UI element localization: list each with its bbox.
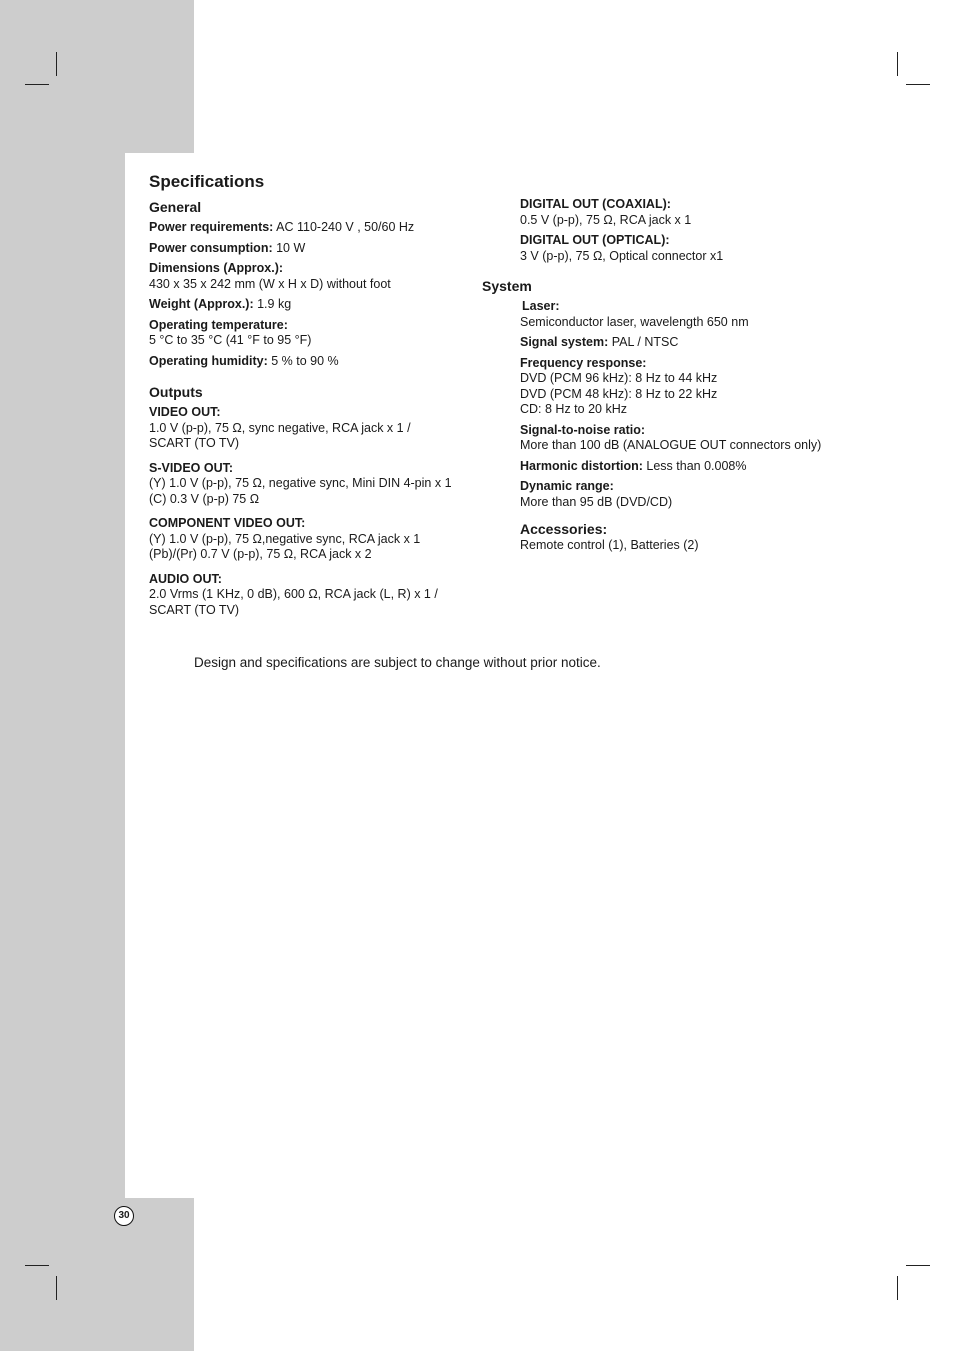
spec-power-consumption: Power consumption: 10 W [149,240,306,255]
spec-frequency-response: Frequency response: DVD (PCM 96 kHz): 8 Hz to 44 kHz DVD (PCM 48 kHz): 8 Hz to 22 kHz CD: 8 Hz to 20 kHz [520,355,718,416]
spec-operating-humidity: Operating humidity: 5 % to 90 % [149,353,339,368]
crop-mark [56,1276,57,1300]
crop-mark [56,52,57,76]
page-title: Specifications [149,172,265,191]
crop-mark [25,1265,49,1266]
spec-harmonic-distortion: Harmonic distortion: Less than 0.008% [520,458,747,473]
section-accessories-heading: Accessories: [520,521,608,537]
spec-operating-temperature: Operating temperature: 5 °C to 35 °C (41 °F to 95 °F) [149,317,312,347]
spec-weight: Weight (Approx.): 1.9 kg [149,297,292,311]
spec-dynamic-range: Dynamic range: More than 95 dB (DVD/CD) [520,479,673,509]
spec-accessories: Remote control (1), Batteries (2) [520,538,699,552]
spec-signal-to-noise: Signal-to-noise ratio: More than 100 dB (ANALOGUE OUT connectors only) [520,422,822,452]
spec-dimensions: Dimensions (Approx.): 430 x 35 x 242 mm (W x H x D) without foot [149,261,391,291]
section-general-heading: General [149,199,202,215]
crop-mark [906,84,930,85]
spec-video-out: VIDEO OUT: 1.0 V (p-p), 75 Ω, sync negative, RCA jack x 1 / SCART (TO TV) [149,405,411,450]
crop-mark [25,84,49,85]
spec-laser: Laser: Semiconductor laser, wavelength 650 nm [520,299,749,329]
crop-mark [906,1265,930,1266]
left-column [149,198,479,623]
spec-digital-out-coaxial: DIGITAL OUT (COAXIAL): 0.5 V (p-p), 75 Ω, RCA jack x 1 [520,197,692,227]
spec-audio-out: AUDIO OUT: 2.0 Vrms (1 KHz, 0 dB), 600 Ω, RCA jack (L, R) x 1 / SCART (TO TV) [149,571,438,617]
spec-power-requirements: Power requirements: AC 110-240 V , 50/60 Hz [149,220,415,234]
side-band-bottom [0,1198,194,1351]
side-band-top [0,0,194,153]
section-system-heading: System [482,278,532,294]
side-band-left [0,153,125,1198]
spec-s-video-out: S-VIDEO OUT: (Y) 1.0 V (p-p), 75 Ω, negative sync, Mini DIN 4-pin x 1 (C) 0.3 V (p-p) 75 Ω [149,460,452,506]
change-notice: Design and specifications are subject to change without prior notice. [194,655,601,670]
spec-signal-system: Signal system: PAL / NTSC [520,335,679,349]
section-outputs-heading: Outputs [149,384,203,400]
crop-mark [897,52,898,76]
spec-digital-out-optical: DIGITAL OUT (OPTICAL): 3 V (p-p), 75 Ω, Optical connector x1 [520,233,724,263]
spec-component-video-out: COMPONENT VIDEO OUT: (Y) 1.0 V (p-p), 75 Ω,negative sync, RCA jack x 1 (Pb)/(Pr) 0.7 V (p-p), 75 Ω, RCA jack x 2 [149,516,421,561]
page-number: 30 [114,1206,134,1226]
right-column [482,197,882,559]
crop-mark [897,1276,898,1300]
